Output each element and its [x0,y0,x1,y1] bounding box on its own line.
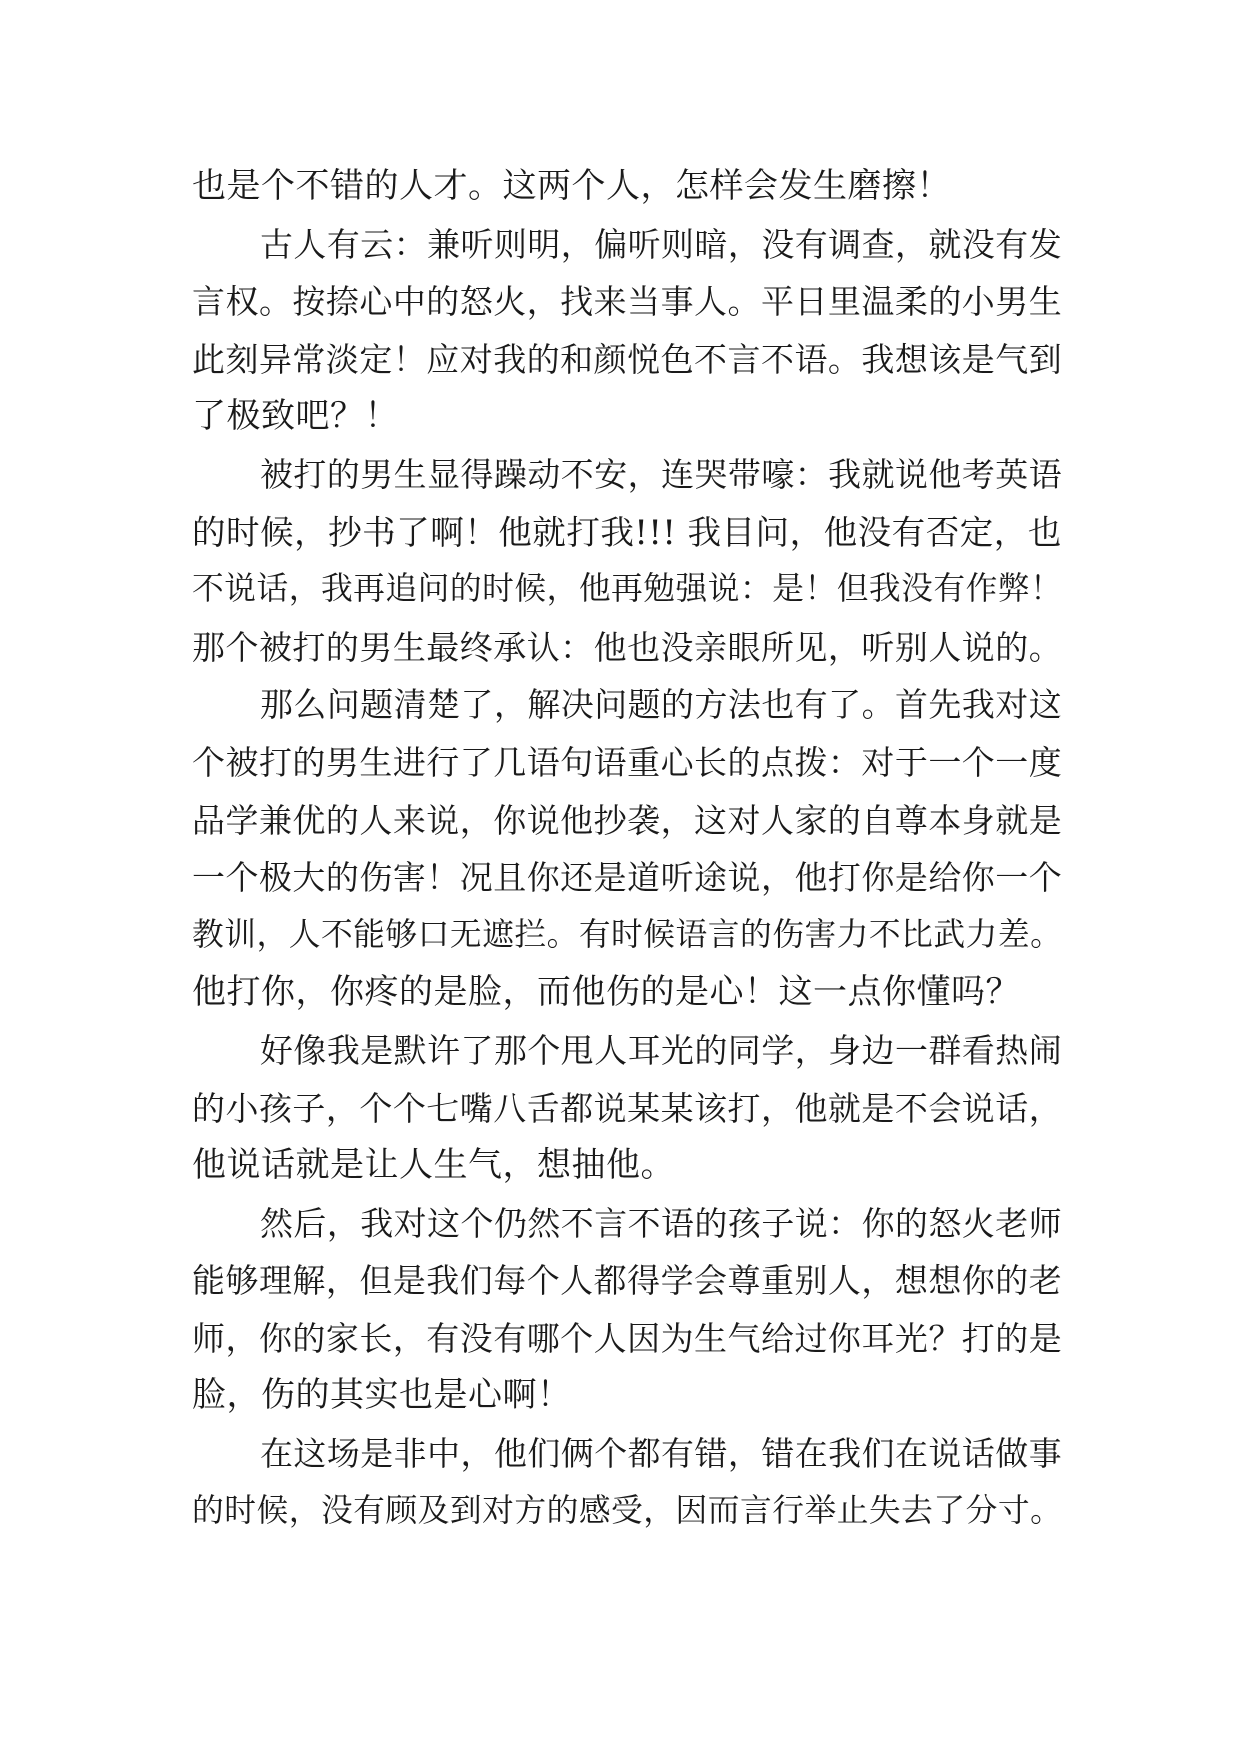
text-line: 不说话，我再追问的时候，他再勉强说：是！但我没有作弊！ [192,571,1063,608]
text-line: 脸，伤的其实也是心啊！ [192,1375,572,1416]
text-line: 好像我是默许了那个甩人耳光的同学，身边一群看热闹 [260,1030,1063,1070]
text-line: 也是个不错的人才。这两个人，怎样会发生磨擦！ [192,166,951,206]
text-line: 他打你，你疼的是脸，而他伤的是心！这一点你懂吗？ [192,972,1020,1013]
text-line: 古人有云：兼听则明，偏听则暗，没有调查，就没有发 [260,224,1063,264]
document-body [192,158,1062,1540]
text-line: 能够理解，但是我们每个人都得学会尊重别人，想想你的老 [192,1261,1063,1301]
text-line: 的小孩子，个个七嘴八舌都说某某该打，他就是不会说话， [192,1088,1063,1128]
text-line: 品学兼优的人来说，你说他抄袭，这对人家的自尊本身就是 [192,800,1063,840]
text-line: 他说话就是让人生气，想抽他。 [192,1145,675,1186]
text-line: 的时候，抄书了啊！他就打我!!! 我目问，他没有否定，也 [192,512,1062,552]
text-line: 一个极大的伤害！况且你还是道听途说，他打你是给你一个 [192,858,1063,898]
text-line: 那么问题清楚了，解决问题的方法也有了。首先我对这 [260,685,1063,725]
text-line: 个被打的男生进行了几语句语重心长的点拨：对于一个一度 [192,742,1063,782]
text-line: 的时候，没有顾及到对方的感受，因而言行举止失去了分寸。 [192,1492,1063,1529]
text-line: 言权。按捺心中的怒火，找来当事人。平日里温柔的小男生 [192,282,1063,322]
text-line: 师，你的家长，有没有哪个人因为生气给过你耳光？打的是 [192,1318,1063,1358]
text-line: 在这场是非中，他们俩个都有错，错在我们在说话做事 [260,1434,1063,1474]
text-line: 那个被打的男生最终承认：他也没亲眼所见，听别人说的。 [192,627,1063,667]
text-line: 此刻异常淡定！应对我的和颜悦色不言不语。我想该是气到 [192,339,1063,379]
text-line: 被打的男生显得躁动不安，连哭带嚎：我就说他考英语 [260,454,1063,494]
text-line: 了极致吧？！ [192,396,399,437]
text-line: 教训，人不能够口无遮拦。有时候语言的伤害力不比武力差。 [192,916,1063,953]
text-line: 然后，我对这个仍然不言不语的孩子说：你的怒火老师 [260,1203,1063,1243]
